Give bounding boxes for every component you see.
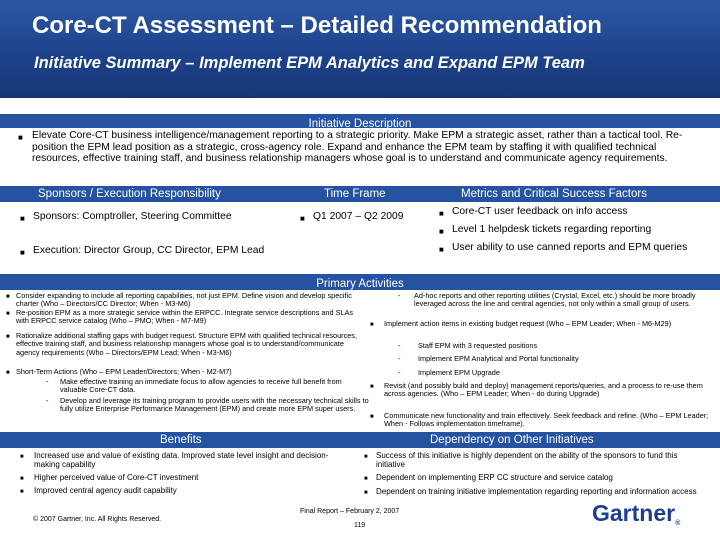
sponsors-item-1: Sponsors: Comptroller, Steering Committee	[33, 211, 232, 222]
bullet-icon: ■	[364, 490, 368, 496]
dash-icon: -	[398, 341, 401, 350]
bullet-icon: ■	[439, 227, 444, 236]
activity-right-1: Implement action items in existing budget request (Who – EPM Leader; When - M6-M29)	[384, 319, 672, 328]
slide-header	[0, 0, 720, 98]
activities-heading: Primary Activities	[316, 278, 404, 290]
activity-left-sub-1: Make effective training an immediate focus to allow agencies to receive full benefit from valuable Core-CT data.	[60, 377, 342, 395]
benefit-item-1: Increased use and value of existing data. Improved state level insight and decision-making capability	[34, 451, 329, 469]
gartner-logo	[592, 500, 680, 527]
bullet-icon: ■	[18, 133, 23, 142]
activity-left-3: Rationalize additional staffing gaps with budget request. Structure EPM with qualified technical resources, effective training staff, and business relationship managers whose goal is to understand/communicate agency requirements (Who – Directors/EPM Lead; When - M3-M6)	[16, 331, 357, 357]
bullet-icon: ■	[439, 209, 444, 218]
report-label: Final Report – February 2, 2007	[300, 508, 400, 515]
metrics-item-1: Core-CT user feedback on info access	[452, 206, 628, 217]
benefits-heading: Benefits	[160, 434, 202, 446]
bullet-icon: ■	[364, 476, 368, 482]
bullet-icon: ■	[439, 245, 444, 254]
bullet-icon: ■	[370, 322, 374, 328]
bullet-icon: ■	[6, 370, 10, 376]
bullet-icon: ■	[20, 248, 25, 257]
bullet-icon: ■	[20, 489, 24, 495]
timeframe-heading: Time Frame	[324, 188, 386, 200]
activity-right-sub-3: Implement EPM Analytical and Portal functionality	[418, 354, 579, 363]
metrics-heading: Metrics and Critical Success Factors	[461, 188, 647, 200]
dash-icon: -	[46, 396, 49, 405]
activity-left-sub-2: Develop and leverage its training program to provide users with the necessary technical skills to fully utilize Enterprise Performance Management (EPM) and create more EPM super users.	[60, 396, 369, 414]
metrics-item-2: Level 1 helpdesk tickets regarding reporting	[452, 224, 652, 235]
copyright: © 2007 Gartner, Inc. All Rights Reserved.	[33, 516, 162, 523]
metrics-item-3: User ability to use canned reports and EPM queries	[452, 242, 688, 253]
columns-heading-bar	[0, 186, 720, 202]
activities-heading-bar	[0, 274, 720, 290]
bullet-icon: ■	[6, 311, 10, 317]
bullet-icon: ■	[364, 454, 368, 460]
description-heading: Initiative Description	[308, 118, 412, 130]
activity-left-2: Re-position EPM as a more strategic service within the ERPCC. Integrate service descriptions and SLAs with ERPCC service catalog (Who – PMO; When - M7-M9)	[16, 308, 354, 326]
activity-left-1: Consider expanding to include all reporting capabilities, not just EPM. Define vision and develop specific charter (Who – Directors/CC Director; When - M3-M6)	[16, 291, 352, 309]
bullet-icon: ■	[300, 214, 305, 223]
activity-right-3: Communicate new functionality and train effectively. Seek feedback and refine. (Who – EPM Leader; When - Follows implementation timeframe).	[384, 411, 709, 429]
dash-icon: -	[398, 368, 401, 377]
timeframe-item: Q1 2007 – Q2 2009	[313, 211, 404, 222]
bullet-icon: ■	[6, 294, 10, 300]
activity-right-sub-4: Implement EPM Upgrade	[418, 368, 500, 377]
description-heading-bar	[0, 114, 720, 128]
benefit-item-3: Improved central agency audit capability	[34, 486, 177, 495]
logo-mark: ®	[675, 520, 681, 527]
bullet-icon: ■	[20, 454, 24, 460]
dash-icon: -	[398, 354, 401, 363]
benefits-heading-bar	[0, 432, 720, 448]
logo-text: Gartner	[592, 500, 676, 526]
activity-right-2: Revisit (and possibly build and deploy) management reports/queries, and a process to re-use them across agencies. (Who – EPM Leader; When - do during Upgrade)	[384, 381, 703, 399]
dependency-item-3: Dependent on training initiative implementation regarding reporting and information access	[376, 487, 697, 496]
bullet-icon: ■	[20, 476, 24, 482]
dependency-item-2: Dependent on implementing ERP CC structure and service catalog	[376, 473, 613, 482]
slide-subtitle: Initiative Summary – Implement EPM Analytics and Expand EPM Team	[34, 54, 585, 72]
bullet-icon: ■	[20, 214, 25, 223]
activity-right-sub-2: Staff EPM with 3 requested positions	[418, 341, 538, 350]
bullet-icon: ■	[6, 334, 10, 340]
bullet-icon: ■	[370, 384, 374, 390]
dependency-item-1: Success of this initiative is highly dependent on the ability of the sponsors to fund this initiative	[376, 451, 678, 469]
sponsors-item-2: Execution: Director Group, CC Director, EPM Lead	[33, 245, 265, 256]
activity-right-sub-1: Ad-hoc reports and other reporting utilities (Crystal, Excel, etc.) should be more broadly leveraged across the line and central agencies, not only within a small group of users.	[414, 291, 696, 309]
activity-left-4: Short-Term Actions (Who – EPM Leader/Directors; When - M2-M7)	[16, 367, 232, 376]
sponsors-heading: Sponsors / Execution Responsibility	[38, 188, 221, 200]
dependency-heading: Dependency on Other Initiatives	[430, 434, 594, 446]
dash-icon: -	[46, 377, 49, 386]
description-text: Elevate Core-CT business intelligence/management reporting to a strategic priority. Make EPM a strategic asset, rather than a tactical tool. Re-position the EPM lead position as a strategic, cross-agency role. Expand and enhance the EPM team by staffing it with qualified technical resources, effective training staff, and business relationship managers whose goal is to understand and communicate agency requirements.	[32, 130, 683, 165]
benefit-item-2: Higher perceived value of Core-CT investment	[34, 473, 199, 482]
page-number: 119	[354, 522, 366, 529]
bullet-icon: ■	[370, 414, 374, 420]
slide-title: Core-CT Assessment – Detailed Recommendation	[32, 12, 602, 39]
dash-icon: -	[398, 291, 401, 300]
